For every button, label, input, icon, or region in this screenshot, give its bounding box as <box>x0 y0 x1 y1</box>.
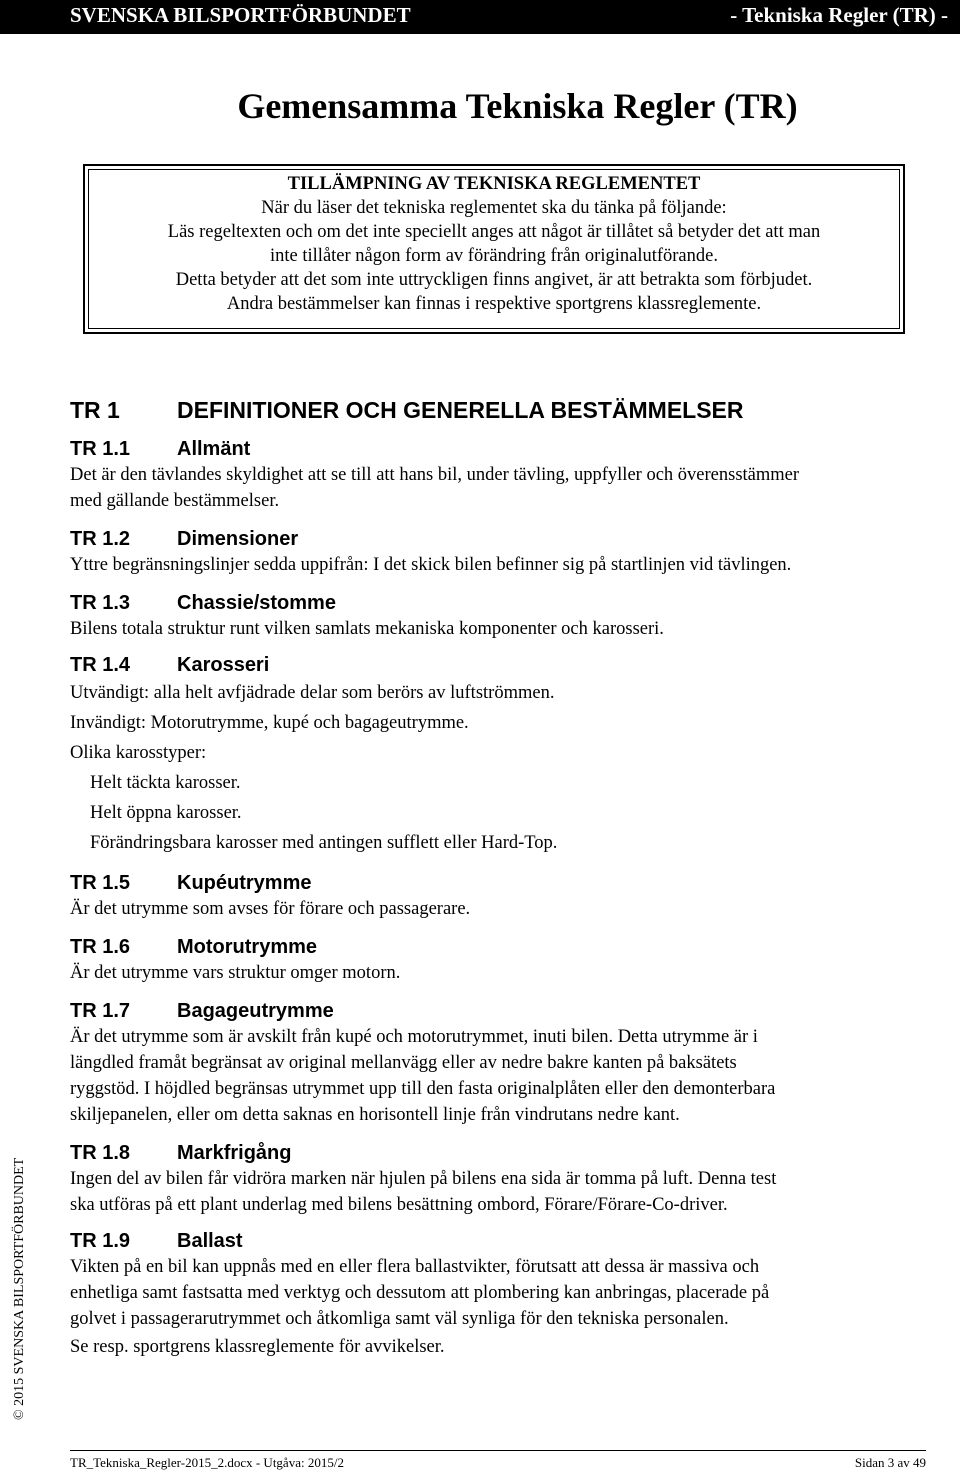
paragraph-line: Är det utrymme vars struktur omger motorn. <box>70 963 401 983</box>
notice-line: Andra bestämmelser kan finnas i respektive sportgrens klassreglemente. <box>226 294 762 314</box>
footer-filename: TR_Tekniska_Regler-2015_2.docx - Utgåva: 2015/2 <box>70 1455 344 1470</box>
subsection-heading <box>70 436 960 462</box>
paragraph-line: Invändigt: Motorutrymme, kupé och bagageutrymme. <box>70 713 469 733</box>
subsection-title: Chassie/stomme <box>177 592 336 614</box>
subsection-heading <box>70 1140 960 1166</box>
subsection-number: TR 1.5 <box>70 872 131 894</box>
subsection-number: TR 1.8 <box>70 1142 131 1164</box>
paragraph-line: ryggstöd. I höjdled begränsas utrymmet upp till den fasta originalplåten eller den demonterbara <box>70 1079 776 1099</box>
section-number: TR 1 <box>70 397 120 423</box>
page-title: Gemensamma Tekniska Regler (TR) <box>237 86 798 126</box>
subsection-title: Allmänt <box>177 438 251 460</box>
page-footer <box>70 1450 926 1473</box>
subsection-number: TR 1.1 <box>70 438 131 460</box>
notice-box <box>83 164 905 334</box>
paragraph-line: Olika karosstyper: <box>70 743 207 763</box>
subsection-title: Dimensioner <box>177 528 299 550</box>
body-type-item: Förändringsbara karosser med antingen sufflett eller Hard-Top. <box>90 833 558 853</box>
subsection-heading <box>70 526 960 552</box>
subsection-heading <box>70 998 960 1024</box>
paragraph-line: Är det utrymme som avses för förare och passagerare. <box>70 899 471 919</box>
header-document-name: - Tekniska Regler (TR) - <box>730 3 948 27</box>
subsection-title: Bagageutrymme <box>177 1000 334 1022</box>
paragraph-note: Se resp. sportgrens klassreglemente för avvikelser. <box>70 1337 445 1357</box>
paragraph-line: Utvändigt: alla helt avfjädrade delar som berörs av luftströmmen. <box>70 683 555 703</box>
side-copyright: © 2015 SVENSKA BILSPORTFÖRBUNDET <box>12 1157 27 1420</box>
paragraph-line: med gällande bestämmelser. <box>70 491 280 511</box>
subsection-title: Motorutrymme <box>177 936 318 958</box>
paragraph-line: enhetliga samt fastsatta med verktyg och dessutom att plombering kan anbringas, placerade på <box>70 1283 770 1303</box>
subsection-heading <box>70 870 960 896</box>
notice-heading: TILLÄMPNING AV TEKNISKA REGLEMENTET <box>287 174 701 194</box>
footer-page-number: Sidan 3 av 49 <box>854 1455 926 1470</box>
subsection-title: Karosseri <box>177 654 270 676</box>
notice-line: inte tillåter någon form av förändring från originalutförande. <box>270 246 718 266</box>
subsection-number: TR 1.9 <box>70 1230 131 1252</box>
header-organization: SVENSKA BILSPORTFÖRBUNDET <box>70 3 411 27</box>
notice-line: Detta betyder att det som inte uttryckligen finns angivet, är att betrakta som förbjudet. <box>175 270 813 290</box>
subsection-title: Kupéutrymme <box>177 872 312 894</box>
subsection-heading <box>70 652 960 678</box>
subsection-number: TR 1.6 <box>70 936 131 958</box>
subsection-number: TR 1.4 <box>70 654 131 676</box>
body-type-item: Helt öppna karosser. <box>90 803 242 823</box>
paragraph-line: Yttre begränsningslinjer sedda uppifrån: I det skick bilen befinner sig på startlinjen vid tävlingen. <box>70 555 792 575</box>
subsection-title: Ballast <box>177 1230 243 1252</box>
subsection-heading <box>70 934 960 960</box>
subsection-heading <box>70 1228 960 1254</box>
subsection-number: TR 1.7 <box>70 1000 131 1022</box>
subsection-number: TR 1.2 <box>70 528 131 550</box>
subsection-number: TR 1.3 <box>70 592 131 614</box>
body-type-item: Helt täckta karosser. <box>90 773 241 793</box>
notice-line: Läs regeltexten och om det inte speciellt anges att något är tillåtet så betyder det att man <box>167 222 821 242</box>
paragraph-line: Bilens totala struktur runt vilken samlats mekaniska komponenter och karosseri. <box>70 619 664 639</box>
paragraph-line: golvet i passagerarutrymmet och åtkomliga samt väl synliga för den tekniska personalen. <box>70 1309 729 1329</box>
paragraph-line: ska utföras på ett plant underlag med bilens besättning ombord, Förare/Förare-Co-driver. <box>70 1195 728 1215</box>
notice-line: När du läser det tekniska reglementet ska du tänka på följande: <box>261 198 727 218</box>
paragraph-line: Det är den tävlandes skyldighet att se till att hans bil, under tävling, uppfyller och överensstämmer <box>70 465 800 485</box>
paragraph-line: Är det utrymme som är avskilt från kupé och motorutrymmet, inuti bilen. Detta utrymme är i <box>70 1027 758 1047</box>
paragraph-line: skiljepanelen, eller om detta saknas en horisontell linje från vindrutans nedre kant. <box>70 1105 680 1125</box>
section-heading <box>70 392 960 428</box>
section-title: DEFINITIONER OCH GENERELLA BESTÄMMELSER <box>177 397 744 423</box>
subsection-heading <box>70 590 960 616</box>
paragraph-line: längdled framåt begränsat av original mellanvägg eller av nedre bakre kanten på baksätets <box>70 1053 737 1073</box>
subsection-title: Markfrigång <box>177 1142 292 1164</box>
paragraph-line: Vikten på en bil kan uppnås med en eller flera ballastvikter, förutsatt att dessa är massiva och <box>70 1257 760 1277</box>
paragraph-line: Ingen del av bilen får vidröra marken när hjulen på bilens ena sida är tomma på luft. Denna test <box>70 1169 777 1189</box>
main-content <box>70 392 960 1362</box>
page-header <box>0 0 960 34</box>
